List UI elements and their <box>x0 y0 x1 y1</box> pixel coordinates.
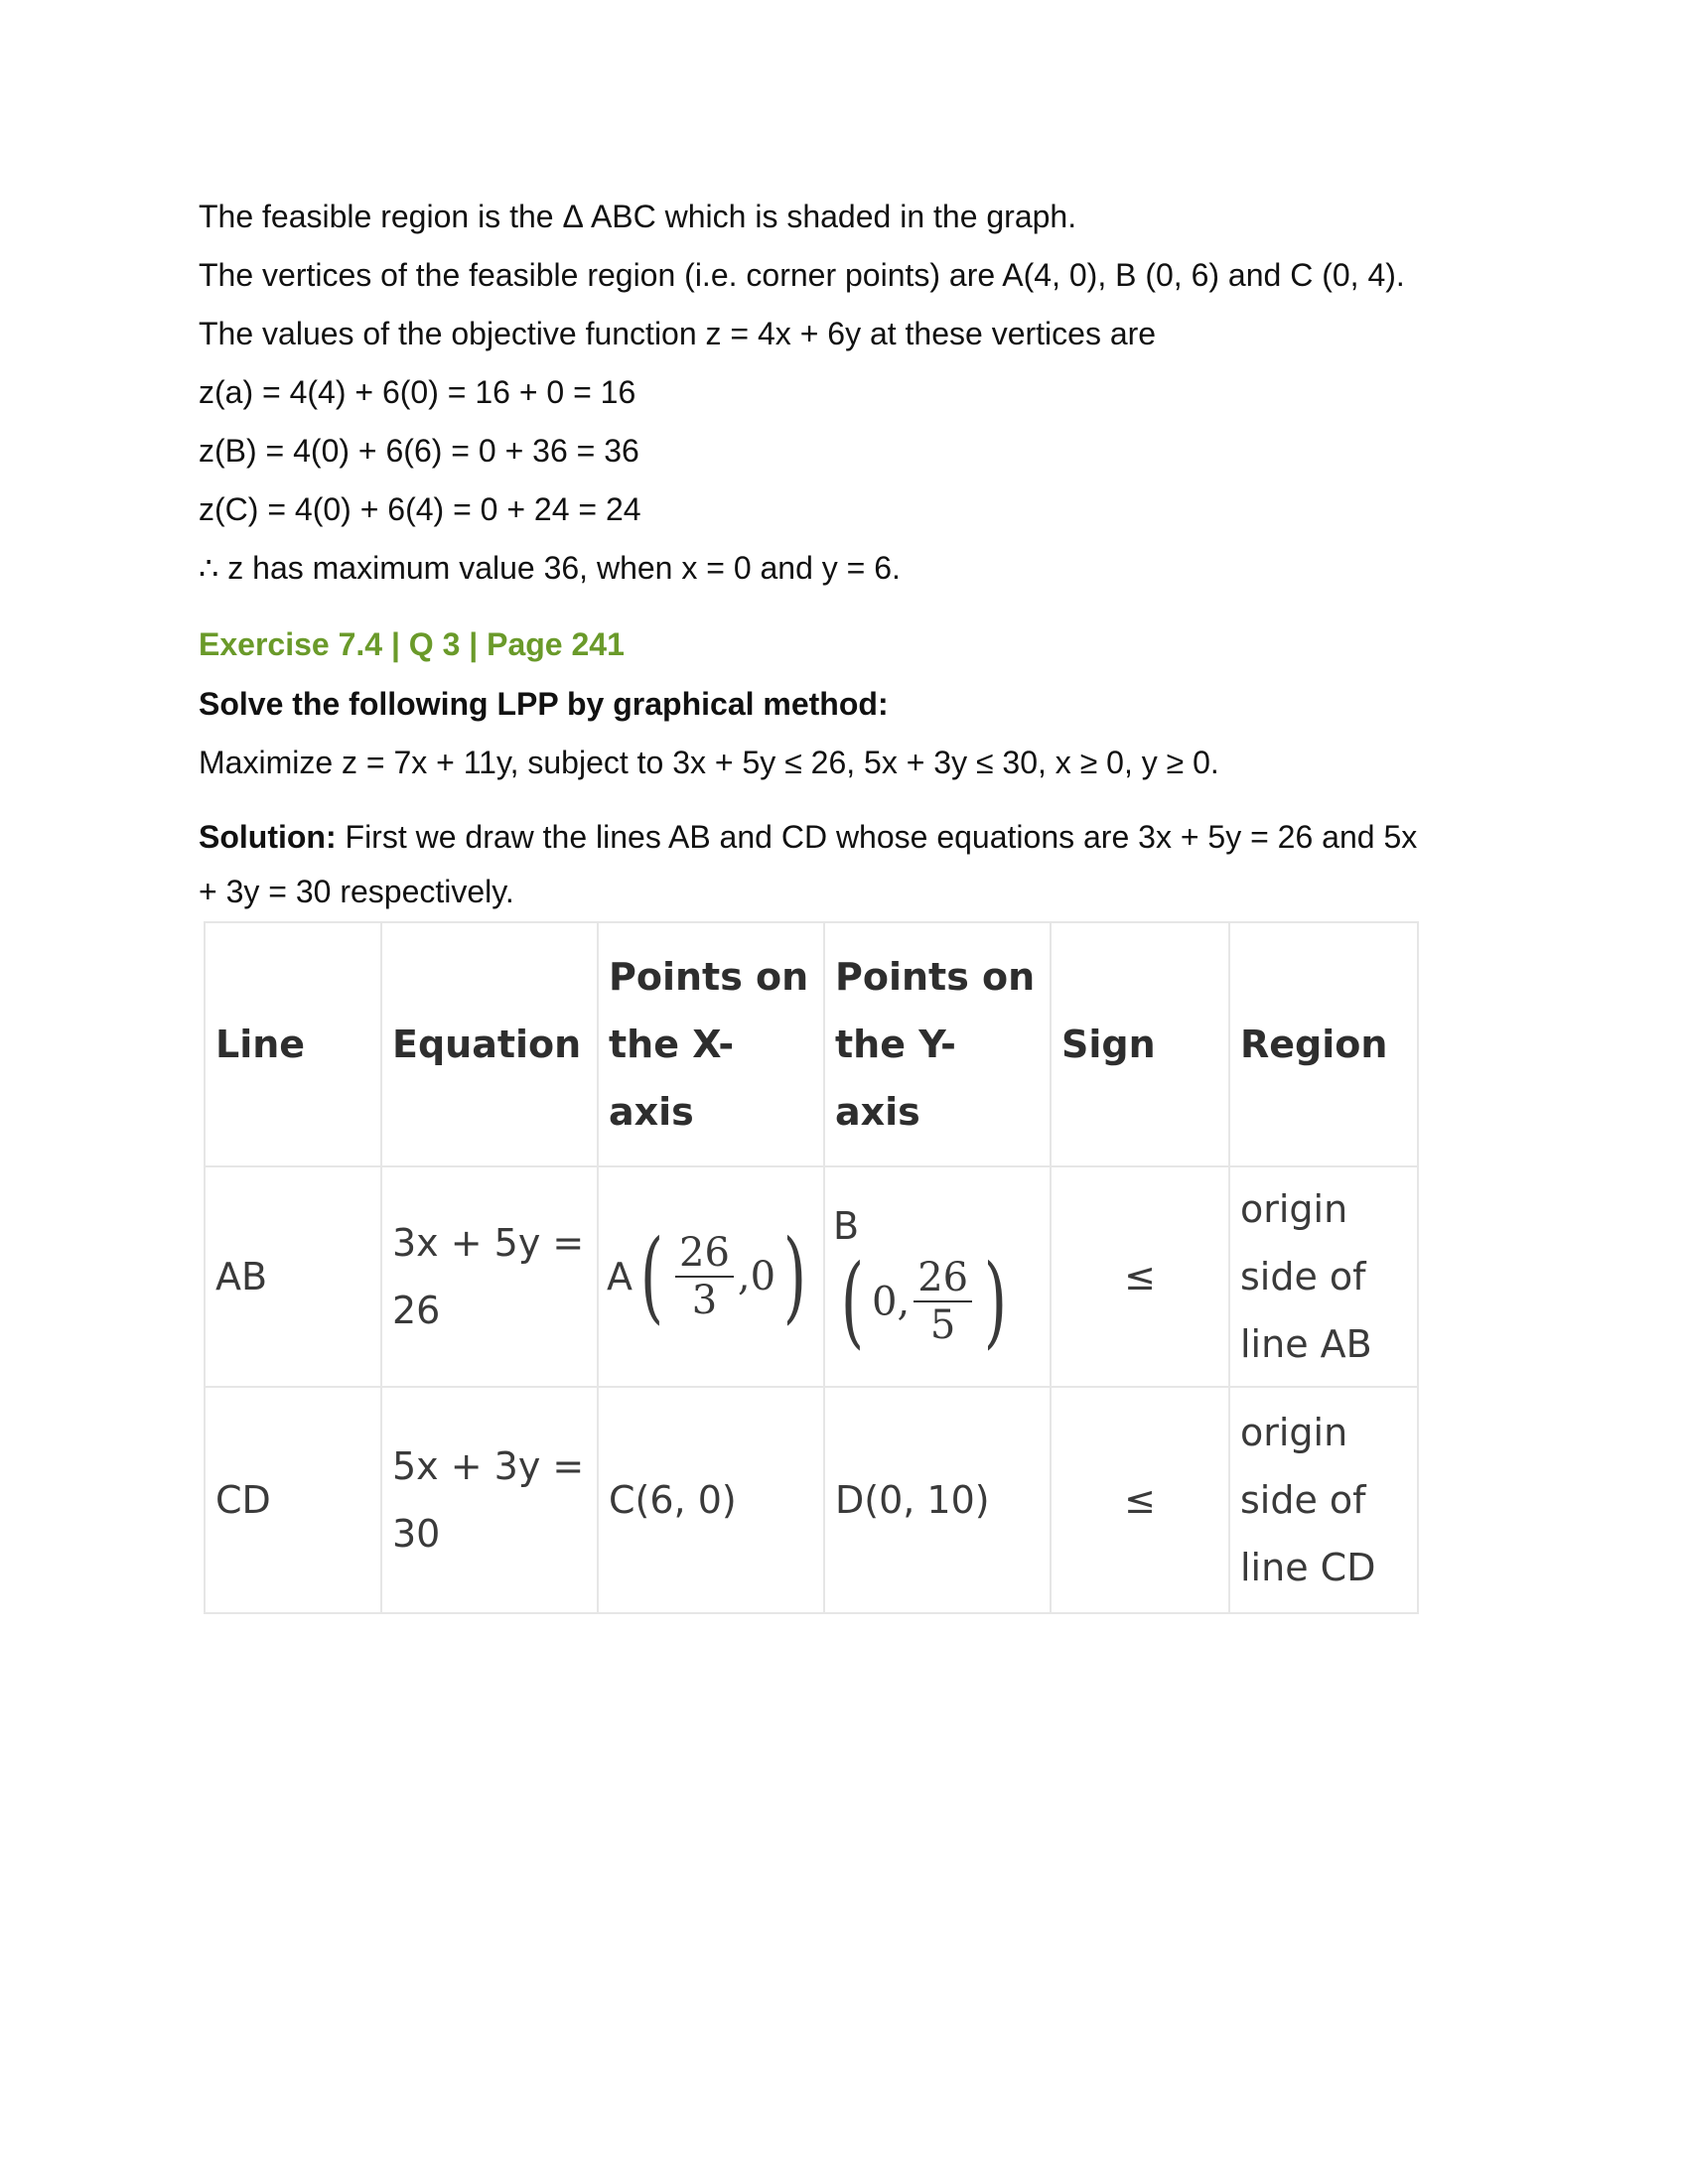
solution-line-2: + 3y = 30 respectively. <box>199 874 514 909</box>
point-a-rest: ,0 <box>737 1254 776 1299</box>
equation-z-c: z(C) = 4(0) + 6(4) = 0 + 24 = 24 <box>199 491 641 527</box>
header-y-axis-line1: Points on <box>835 955 1036 999</box>
cell-sign-cd: ≤ <box>1051 1387 1229 1613</box>
equation-cd-line1: 5x + 3y = <box>392 1444 585 1488</box>
cell-point-c: C(6, 0) <box>598 1387 824 1613</box>
region-ab-line1: origin <box>1240 1187 1348 1231</box>
header-x-axis-line2: the X-axis <box>609 1023 735 1134</box>
conclusion-max-value: ∴ z has maximum value 36, when x = 0 and y = 6. <box>199 550 901 586</box>
open-paren-icon: ( <box>639 1218 664 1334</box>
header-x-axis <box>598 922 824 1166</box>
paragraph-feasible-region: The feasible region is the Δ ABC which is shaded in the graph. <box>199 199 1077 234</box>
fraction-denominator: 3 <box>691 1278 718 1323</box>
header-y-axis <box>824 922 1051 1166</box>
fraction-26-3 <box>675 1230 734 1323</box>
region-ab-line3: line AB <box>1240 1322 1372 1366</box>
equation-z-a: z(a) = 4(4) + 6(0) = 16 + 0 = 16 <box>199 374 636 410</box>
question-title: Solve the following LPP by graphical method: <box>199 686 889 722</box>
fraction-numerator: 26 <box>675 1230 734 1278</box>
header-equation: Equation <box>381 922 598 1166</box>
header-x-axis-line1: Points on <box>609 955 809 999</box>
table-row <box>205 1166 1418 1387</box>
question-text: Maximize z = 7x + 11y, subject to 3x + 5y ≤ 26, 5x + 3y ≤ 30, x ≥ 0, y ≥ 0. <box>199 745 1219 780</box>
lines-table <box>204 921 1419 1614</box>
point-a-label: A <box>607 1255 633 1298</box>
close-paren-icon: ) <box>782 1218 807 1334</box>
fraction-denominator: 5 <box>929 1302 956 1349</box>
solution-label: Solution: <box>199 819 337 855</box>
cell-region-cd <box>1229 1387 1418 1613</box>
paragraph-vertices: The vertices of the feasible region (i.e. corner points) are A(4, 0), B (0, 6) and C (0, 4). <box>199 257 1405 293</box>
table-row <box>205 1387 1418 1613</box>
open-paren-icon: ( <box>840 1243 865 1360</box>
fraction-26-5 <box>914 1255 972 1348</box>
point-b-first: 0, <box>872 1279 911 1325</box>
header-line: Line <box>205 922 381 1166</box>
region-cd-line2: side of <box>1240 1478 1366 1522</box>
cell-point-b <box>824 1166 1051 1387</box>
cell-region-ab <box>1229 1166 1418 1387</box>
cell-line-ab: AB <box>205 1166 381 1387</box>
cell-point-a <box>598 1166 824 1387</box>
exercise-heading: Exercise 7.4 | Q 3 | Page 241 <box>199 626 625 662</box>
region-cd-line3: line CD <box>1240 1546 1376 1589</box>
cell-sign-ab: ≤ <box>1051 1166 1229 1387</box>
point-b-label: B <box>833 1203 860 1248</box>
paragraph-objective-values: The values of the objective function z = 4x + 6y at these vertices are <box>199 316 1157 351</box>
equation-ab-line2: 26 <box>392 1289 441 1332</box>
point-b-coords <box>833 1243 1040 1360</box>
cell-point-d: D(0, 10) <box>824 1387 1051 1613</box>
cell-line-cd: CD <box>205 1387 381 1613</box>
cell-equation-cd <box>381 1387 598 1613</box>
equation-cd-line2: 30 <box>392 1512 441 1556</box>
header-region: Region <box>1229 922 1418 1166</box>
region-cd-line1: origin <box>1240 1411 1348 1454</box>
table-header-row <box>205 922 1418 1166</box>
header-y-axis-line2: the Y-axis <box>835 1023 956 1134</box>
header-sign: Sign <box>1051 922 1229 1166</box>
fraction-numerator: 26 <box>914 1255 972 1302</box>
cell-equation-ab <box>381 1166 598 1387</box>
solution-line-1 <box>199 817 1417 857</box>
close-paren-icon: ) <box>983 1243 1008 1360</box>
region-ab-line2: side of <box>1240 1255 1366 1298</box>
solution-text-1: First we draw the lines AB and CD whose equations are 3x + 5y = 26 and 5x <box>336 819 1418 855</box>
equation-ab-line1: 3x + 5y = <box>392 1221 585 1265</box>
equation-z-b: z(B) = 4(0) + 6(6) = 0 + 36 = 36 <box>199 433 639 469</box>
